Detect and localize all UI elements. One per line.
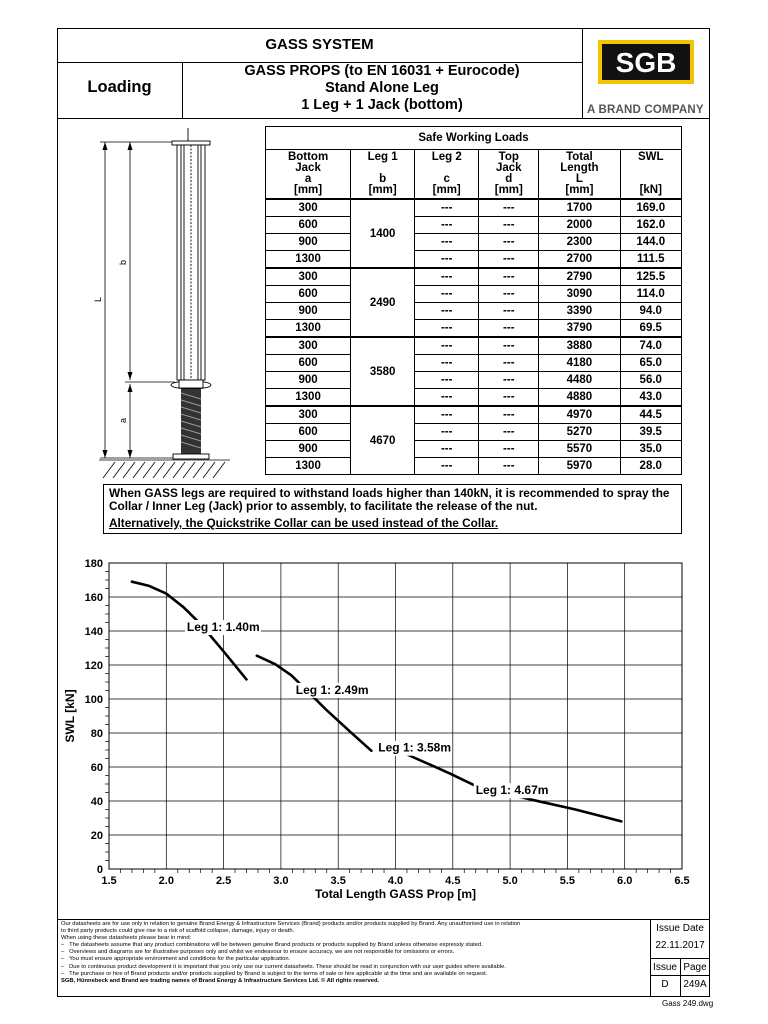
column-header [539, 150, 620, 200]
table-cell: 900 [266, 234, 351, 251]
column-header-line: Top [498, 151, 519, 163]
table-cell: --- [479, 303, 539, 320]
disclaimer-line: Our datasheets are for use only in relation to genuine Brand Energy & Infrastructure Services (Brand) products and/or products supplied by Brand. Any unauthorised use in relation [61, 921, 521, 927]
table-cell: --- [415, 337, 479, 355]
y-tick-label: 120 [84, 660, 103, 672]
title-line-2: Stand Alone Leg [325, 80, 439, 96]
page-title [182, 63, 582, 114]
table-cell: --- [479, 234, 539, 251]
table-cell: --- [415, 251, 479, 269]
disclaimer-bullet-text: Overviews and diagrams are for illustrative purposes only and whilst we endeavour to ensure accuracy, we are not responsible for omissions or errors. [69, 949, 455, 956]
disclaimer [58, 919, 650, 996]
table-cell: 4480 [539, 372, 620, 389]
table-row [266, 406, 682, 424]
column-header-line: L [575, 173, 583, 185]
table-cell: --- [479, 286, 539, 303]
column-header-line: [mm] [432, 184, 461, 196]
table-cell: 2000 [539, 217, 620, 234]
column-header-line: [kN] [639, 184, 662, 196]
series-label: Leg 1: 4.67m [475, 783, 549, 798]
table-cell: --- [479, 355, 539, 372]
footer-divider-h2 [650, 975, 710, 976]
table-cell: --- [415, 303, 479, 320]
safe-working-loads-table [265, 126, 682, 475]
x-tick-label: 2.0 [158, 875, 174, 887]
x-tick-label: 1.5 [101, 875, 117, 887]
table-cell: 4970 [539, 406, 620, 424]
column-header-line: [mm] [565, 184, 594, 196]
table-cell: 43.0 [620, 389, 682, 407]
disclaimer-bullet-text: You must ensure appropriate environment and conditions for the particular application. [69, 956, 291, 963]
column-header-line: d [505, 173, 513, 185]
table-cell: 900 [266, 303, 351, 320]
y-axis-label: SWL [kN] [63, 689, 77, 743]
table-cell: --- [479, 389, 539, 407]
sgb-logo-icon [598, 40, 694, 84]
table-cell: 300 [266, 406, 351, 424]
y-tick-label: 100 [84, 694, 103, 706]
table-row [266, 234, 682, 251]
page-label: Page [683, 962, 707, 973]
x-tick-label: 5.5 [559, 875, 576, 887]
issue-value: D [661, 979, 669, 990]
column-header-line: c [443, 173, 450, 185]
table-cell: 3790 [539, 320, 620, 338]
table-row [266, 303, 682, 320]
disclaimer-bullet-text: The datasheets assume that any product combinations will be between genuine Brand products or products supplied by Brand unless otherwise expressly stated. [69, 942, 483, 949]
disclaimer-bullet [61, 971, 647, 978]
x-tick-label: 4.5 [445, 875, 461, 887]
table-cell: 2790 [539, 268, 620, 286]
table-cell: --- [479, 372, 539, 389]
table-cell: 600 [266, 217, 351, 234]
y-tick-label: 180 [84, 558, 103, 570]
leg1-cell: 4670 [351, 406, 415, 475]
bullet-dash: – [61, 949, 70, 956]
table-cell: 94.0 [620, 303, 682, 320]
column-header-line: Jack [496, 162, 522, 174]
brand-tagline: A BRAND COMPANY [587, 104, 704, 116]
table-caption: Safe Working Loads [266, 127, 682, 150]
dim-label-b: b [118, 259, 128, 265]
table-cell: --- [415, 320, 479, 338]
dimension-lines [100, 142, 175, 458]
table-cell: --- [415, 406, 479, 424]
table-cell: 3090 [539, 286, 620, 303]
bullet-dash: – [61, 963, 70, 970]
column-header [266, 150, 351, 200]
table-row [266, 441, 682, 458]
column-header-line: Leg 1 [367, 151, 398, 163]
table-cell: 69.5 [620, 320, 682, 338]
table-cell: 3880 [539, 337, 620, 355]
column-header-line: Jack [295, 162, 321, 174]
table-cell: 600 [266, 286, 351, 303]
table-cell: 4880 [539, 389, 620, 407]
table-row [266, 458, 682, 475]
logo-text: SGB [615, 47, 677, 78]
leg1-cell: 1400 [351, 199, 415, 268]
table-cell: --- [479, 424, 539, 441]
table-cell: --- [415, 441, 479, 458]
table-cell: --- [415, 234, 479, 251]
table-cell: --- [479, 441, 539, 458]
bullet-dash: – [61, 970, 70, 977]
system-title: GASS SYSTEM [265, 36, 374, 53]
column-header [351, 150, 415, 200]
column-header-line: Bottom [287, 151, 329, 163]
y-tick-label: 140 [84, 626, 103, 638]
series-label: Leg 1: 2.49m [295, 682, 369, 697]
table-row [266, 372, 682, 389]
table-cell: 125.5 [620, 268, 682, 286]
table-cell: 5270 [539, 424, 620, 441]
table-cell: 600 [266, 424, 351, 441]
sgb-logo [598, 40, 694, 84]
title-line-3: 1 Leg + 1 Jack (bottom) [301, 97, 463, 113]
ground-hatch [99, 460, 230, 478]
y-tick-label: 160 [84, 592, 103, 604]
table-cell: 2700 [539, 251, 620, 269]
y-tick-label: 0 [96, 864, 103, 876]
drawing-reference: Gass 249.dwg [662, 999, 714, 1008]
table-cell: --- [479, 268, 539, 286]
table-row [266, 389, 682, 407]
section-label: Loading [87, 78, 152, 96]
table-cell: 2300 [539, 234, 620, 251]
note-text-2: Alternatively, the Quickstrike Collar can be used instead of the Collar. [109, 516, 499, 530]
table-cell: 3390 [539, 303, 620, 320]
series-label: Leg 1: 1.40m [186, 620, 260, 634]
column-header-line: SWL [637, 151, 664, 163]
y-tick-label: 80 [90, 728, 103, 740]
table-cell: --- [479, 320, 539, 338]
disclaimer-bullet [61, 964, 647, 971]
table-cell: 111.5 [620, 251, 682, 269]
x-tick-label: 6.5 [674, 875, 690, 887]
table-cell: --- [479, 217, 539, 234]
table-row [266, 355, 682, 372]
column-header-line: [mm] [368, 184, 397, 196]
leg1-cell: 3580 [351, 337, 415, 406]
disclaimer-bullet-text: Due to continuous product development it is important that you only use our current datasheets. These should be read in conjunction with our user guides where available. [69, 963, 506, 970]
table-cell: 600 [266, 355, 351, 372]
dim-label-L: L [93, 296, 103, 302]
table-cell: 44.5 [620, 406, 682, 424]
table-cell: 144.0 [620, 234, 682, 251]
title-line-1: GASS PROPS (to EN 16031 + Eurocode) [244, 63, 520, 79]
table-cell: 162.0 [620, 217, 682, 234]
column-header-line: [mm] [494, 184, 523, 196]
table-row [266, 268, 682, 286]
x-tick-label: 4.0 [387, 875, 404, 887]
table-row [266, 199, 682, 217]
y-tick-label: 60 [90, 762, 103, 774]
column-header-line: Length [560, 162, 599, 174]
table-cell: 300 [266, 199, 351, 217]
table-cell: 1300 [266, 458, 351, 475]
table-cell: 169.0 [620, 199, 682, 217]
y-tick-label: 40 [90, 796, 103, 808]
leg1-cell: 2490 [351, 268, 415, 337]
table-cell: --- [479, 458, 539, 475]
table-row [266, 337, 682, 355]
issue-label: Issue [653, 962, 677, 973]
table-cell: 900 [266, 372, 351, 389]
table-header-row [266, 150, 682, 200]
issue-date: 22.11.2017 [655, 940, 705, 951]
trademark-line: SGB, Hünnebeck and Brand are trading names of Brand Energy & Infrastructure Services Ltd. © All rights reserved. [61, 977, 380, 984]
disclaimer-bullet-text: The purchase or hire of Brand products and/or products supplied by Brand is subject to the terms of sale or hire applicable at the time and are available on request. [69, 970, 488, 977]
series-line [257, 656, 372, 751]
table-row [266, 424, 682, 441]
column-header-line: [mm] [294, 184, 323, 196]
table-cell: 74.0 [620, 337, 682, 355]
column-header [415, 150, 479, 200]
table-cell: 1300 [266, 251, 351, 269]
table-cell: --- [415, 199, 479, 217]
table-cell: 39.5 [620, 424, 682, 441]
table-cell: 56.0 [620, 372, 682, 389]
column-header [479, 150, 539, 200]
prop-leg [172, 128, 210, 380]
table-row [266, 320, 682, 338]
x-tick-label: 6.0 [617, 875, 633, 887]
issue-date-label: Issue Date [656, 923, 704, 934]
logo-divider [582, 28, 583, 118]
table-cell: --- [415, 217, 479, 234]
table-cell: 300 [266, 268, 351, 286]
note-text-1: When GASS legs are required to withstand loads higher than 140kN, it is recommended to spray the Collar / Inner Leg (Jack) prior to assembly, to facilitate the release of the nut. [109, 486, 670, 513]
column-header [620, 150, 682, 200]
column-header-line: a [304, 173, 312, 185]
bullet-dash: – [61, 942, 70, 949]
table-body [266, 199, 682, 475]
table-cell: --- [479, 337, 539, 355]
table-cell: 1300 [266, 389, 351, 407]
table-cell: --- [415, 372, 479, 389]
table-cell: --- [479, 251, 539, 269]
table-cell: --- [415, 424, 479, 441]
table-cell: --- [415, 355, 479, 372]
table-cell: --- [415, 286, 479, 303]
disclaimer-bullet [61, 942, 647, 949]
prop-drawing [95, 118, 235, 482]
table-cell: --- [415, 389, 479, 407]
table-cell: 4180 [539, 355, 620, 372]
column-header-line: Total [566, 151, 593, 163]
table-cell: --- [479, 199, 539, 217]
dim-label-a: a [118, 417, 128, 423]
table-cell: --- [479, 406, 539, 424]
table-cell: 5570 [539, 441, 620, 458]
disclaimer-bullet [61, 949, 647, 956]
x-tick-label: 2.5 [215, 875, 232, 887]
series-label: Leg 1: 3.58m [378, 740, 452, 755]
prop-collar [171, 380, 211, 389]
table-cell: --- [415, 458, 479, 475]
table-row [266, 217, 682, 234]
dimension-arrows [103, 142, 133, 458]
note-box [103, 484, 682, 534]
table-cell: 300 [266, 337, 351, 355]
table-cell: 900 [266, 441, 351, 458]
disclaimer-bullet [61, 956, 647, 963]
table-cell: 28.0 [620, 458, 682, 475]
swl-chart [58, 550, 708, 910]
disclaimer-line: to third party products could give rise to a risk of scaffold collapse, damage, injury or death. [61, 928, 295, 935]
table-cell: 65.0 [620, 355, 682, 372]
table-cell: 1700 [539, 199, 620, 217]
x-tick-label: 3.5 [330, 875, 346, 887]
column-header-line: Leg 2 [431, 151, 462, 163]
prop-jack [173, 389, 209, 459]
table-row [266, 286, 682, 303]
table-cell: 114.0 [620, 286, 682, 303]
table-cell: 5970 [539, 458, 620, 475]
page-number: 249A [683, 979, 707, 990]
disclaimer-line: When using these datasheets please bear in mind: [61, 935, 192, 942]
x-axis-label: Total Length GASS Prop [m] [314, 887, 477, 901]
table-cell: --- [415, 268, 479, 286]
column-header-line: b [379, 173, 387, 185]
bullet-dash: – [61, 956, 70, 963]
x-tick-label: 3.0 [273, 875, 289, 887]
y-tick-label: 20 [90, 830, 103, 842]
table-cell: 35.0 [620, 441, 682, 458]
table-cell: 1300 [266, 320, 351, 338]
table-row [266, 251, 682, 269]
x-tick-label: 5.0 [502, 875, 518, 887]
